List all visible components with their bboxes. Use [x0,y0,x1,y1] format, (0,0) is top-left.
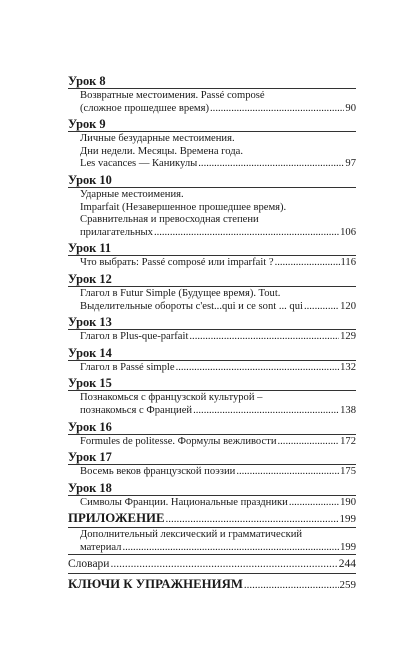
lesson-16 [68,420,356,449]
entry-line: Дни недели. Месяцы. Времена года. [80,145,243,157]
dot-leader [198,158,344,171]
lesson-entry [68,434,356,449]
lesson-title: Урок 15 [68,376,112,391]
entry-leader [80,466,356,479]
lesson-entry [68,329,356,344]
lesson-17 [68,450,356,479]
dot-leader [176,362,340,375]
lesson-11 [68,241,356,270]
dot-leader [275,257,340,270]
entry-line: Возвратные местоимения. Passé composé [80,90,265,101]
page-number: 129 [340,331,356,343]
entry-line: Личные безударные местоимения. [80,133,235,145]
entry-last-line: Les vacances — Каникулы [80,158,198,170]
dot-leader [122,542,339,555]
page-number: 190 [340,496,356,508]
lesson-15 [68,376,356,417]
entry-leader [80,436,356,449]
lesson-title: Урок 10 [68,172,112,187]
page-number: 172 [340,435,356,447]
appendix-entry [68,527,356,554]
entry-line: Imparfait (Незавершенное прошедшее время). [80,201,287,213]
entry-last-line: прилагательных [80,226,153,238]
entry-leader [80,405,356,418]
entry-leader [80,331,356,344]
page-number: 199 [339,513,356,526]
page-number: 120 [340,300,356,312]
entry-leader [80,542,356,555]
entry-line: Глагол в Futur Simple (Будущее время). Tout. [80,287,281,299]
lesson-title: Урок 9 [68,117,106,132]
entry-leader [80,362,356,375]
entry-last-line: (сложное прошедшее время) [80,102,210,114]
entry-line: Дополнительный лексический и грамматический [80,529,303,541]
lesson-title: Урок 17 [68,450,112,465]
lesson-9 [68,117,356,171]
entry-line: Сравнительная и превосходная степени [80,214,259,226]
lesson-list [68,74,356,509]
dot-leader [189,331,339,344]
answer-keys-entry [68,573,356,593]
page-number: 199 [340,541,356,553]
lesson-title: Урок 13 [68,315,112,330]
dot-leader [110,557,337,571]
lesson-title: Урок 12 [68,271,112,286]
page-number: 132 [340,361,356,373]
lesson-entry [68,255,356,270]
page-number: 244 [338,558,356,571]
lesson-entry [68,495,356,510]
entry-leader [80,103,356,116]
page-number: 138 [340,404,356,416]
dictionaries-entry [68,554,356,573]
lesson-entry [68,464,356,479]
entry-line: Познакомься с французской культурой – [80,392,263,404]
dot-leader [154,227,339,240]
lesson-title: Урок 8 [68,74,106,88]
entry-last-line: Глагол в Plus-que-parfait [80,331,189,343]
entry-line: Ударные местоимения. [80,188,184,200]
entry-leader [80,301,356,314]
page-number: 90 [345,102,356,114]
dot-leader [289,497,339,510]
lesson-12 [68,272,356,313]
lesson-entry [68,390,356,417]
entry-last-line: материал [80,541,122,553]
lesson-entry [68,360,356,375]
lesson-10 [68,173,356,239]
entry-last-line: Выделительные обороты c'est...qui и ce sont ... qui [80,300,303,312]
entry-last-line: Что выбрать: Passé composé или imparfait ? [80,257,274,269]
dot-leader [278,436,340,449]
entry-leader [80,158,356,171]
dot-leader [236,466,339,479]
lesson-title: Урок 16 [68,419,112,434]
lesson-14 [68,346,356,375]
entry-last-line: познакомься с Францией [80,404,193,416]
page-number: 175 [340,466,356,478]
page-number: 106 [340,226,356,238]
lesson-13 [68,315,356,344]
entry-last-line: Formules de politesse. Формулы вежливости [80,435,277,447]
entry-last-line: Символы Франции. Национальные праздники [80,496,288,508]
dictionaries-label: Словари [68,558,110,571]
lesson-title: Урок 18 [68,480,112,495]
lesson-entry [68,286,356,313]
lesson-8 [68,74,356,115]
entry-last-line: Восемь веков французской поэзии [80,466,236,478]
dot-leader [210,103,344,116]
lesson-18 [68,481,356,510]
lesson-entry [68,131,356,171]
dot-leader [244,578,339,593]
appendix-heading [68,511,356,527]
answer-keys-label: КЛЮЧИ К УПРАЖНЕНИЯМ [68,577,243,592]
lesson-title: Урок 14 [68,345,112,360]
dot-leader [304,301,339,314]
entry-leader [80,227,356,240]
lesson-title: Урок 11 [68,241,112,256]
dot-leader [166,512,339,527]
appendix-title: ПРИЛОЖЕНИЕ [68,511,165,526]
entry-leader [80,257,356,270]
page-number: 259 [339,579,356,592]
page-number: 97 [345,158,356,170]
page-number: 116 [340,257,356,269]
entry-last-line: Глагол в Passé simple [80,361,175,373]
entry-leader [80,497,356,510]
lesson-entry [68,187,356,239]
dot-leader [193,405,339,418]
lesson-entry [68,88,356,115]
